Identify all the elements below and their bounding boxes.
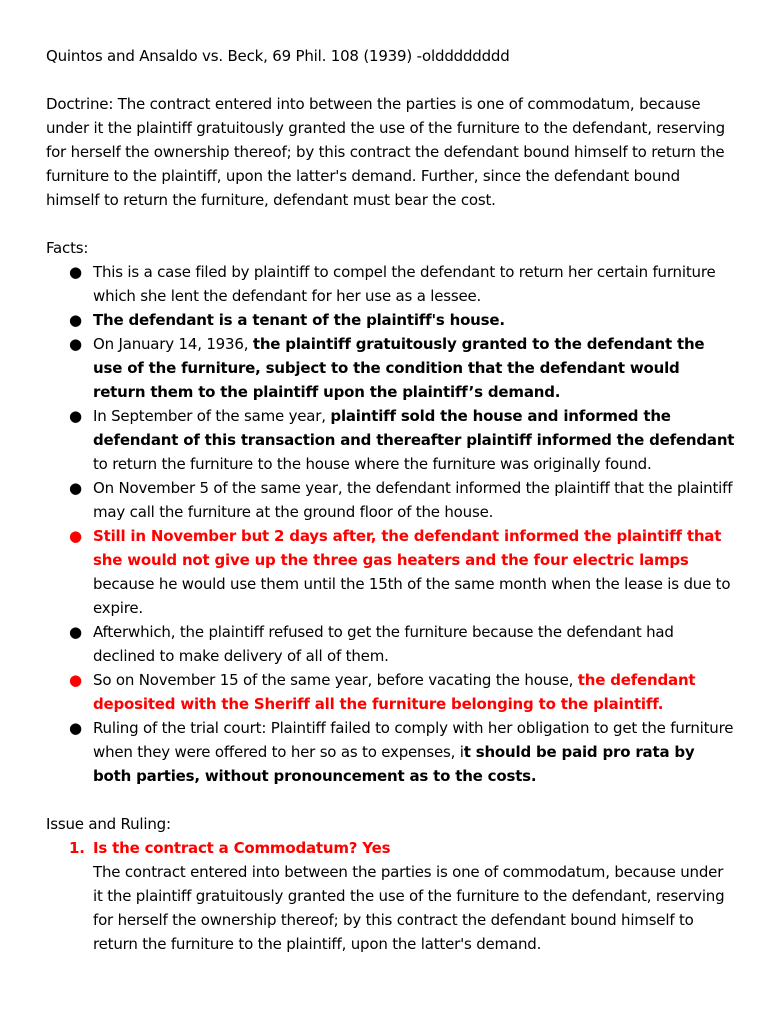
fact-text-segment: t should be paid pro rata by both parties, without pronouncement as to the costs. xyxy=(93,743,695,785)
issue-item xyxy=(46,836,736,956)
issue-question: Is the contract a Commodatum? Yes xyxy=(93,839,391,857)
issue-number: 1. xyxy=(69,839,85,857)
fact-text-segment: This is a case filed by plaintiff to compel the defendant to return her certain furniture which she lent the defendant for her use as a lessee. xyxy=(93,263,716,305)
fact-item xyxy=(46,404,736,476)
fact-item xyxy=(46,668,736,716)
fact-text-segment: plaintiff sold the house and informed the defendant of this transaction and thereafter plaintiff informed the defendant xyxy=(93,407,735,449)
bullet-icon: ● xyxy=(69,335,82,353)
bullet-icon: ● xyxy=(69,719,82,737)
bullet-icon: ● xyxy=(69,623,82,641)
fact-text-segment: the defendant deposited with the Sheriff all the furniture belonging to the plaintiff. xyxy=(93,671,696,713)
fact-text-segment: the plaintiff gratuitously granted to the defendant the use of the furniture, subject to the condition that the defendant would return them to the plaintiff upon the plaintiff’s demand. xyxy=(93,335,705,401)
spacer xyxy=(46,68,736,92)
spacer xyxy=(46,788,736,812)
bullet-icon: ● xyxy=(69,263,82,281)
bullet-icon: ● xyxy=(69,671,82,689)
issue-answer: The contract entered into between the parties is one of commodatum, because under it the plaintiff gratuitously granted the use of the furniture to the defendant, reserving for herself the ownership thereof; by this contract the defendant bound himself to return the furniture to the plaintiff, upon the latter's demand. xyxy=(93,863,725,953)
facts-heading: Facts: xyxy=(46,239,89,257)
issue-heading: Issue and Ruling: xyxy=(46,815,171,833)
fact-text-segment: Afterwhich, the plaintiff refused to get the furniture because the defendant had declined to make delivery of all of them. xyxy=(93,623,674,665)
fact-text-segment: In September of the same year, xyxy=(93,407,331,425)
bullet-icon: ● xyxy=(69,527,82,545)
fact-item xyxy=(46,260,736,308)
fact-text-segment: Ruling of the trial court: Plaintiff failed to comply with her obligation to get the furniture when they were offered to her so as to expenses, i xyxy=(93,719,734,761)
fact-item xyxy=(46,332,736,404)
document-page xyxy=(46,44,736,956)
doctrine-paragraph: Doctrine: The contract entered into between the parties is one of commodatum, because under it the plaintiff gratuitously granted the use of the furniture to the defendant, reserving for herself the ownership thereof; by this contract the defendant bound himself to return the furniture to the plaintiff, upon the latter's demand. Further, since the defendant bound himself to return the furniture, defendant must bear the cost. xyxy=(46,95,725,209)
bullet-icon: ● xyxy=(69,479,82,497)
bullet-icon: ● xyxy=(69,407,82,425)
issues-list xyxy=(46,836,736,956)
fact-text-segment: Still in November but 2 days after, the defendant informed the plaintiff that she would not give up the three gas heaters and the four electric lamps xyxy=(93,527,722,569)
facts-list xyxy=(46,260,736,788)
spacer xyxy=(46,212,736,236)
fact-item xyxy=(46,716,736,788)
fact-text-segment: On November 5 of the same year, the defendant informed the plaintiff that the plaintiff may call the furniture at the ground floor of the house. xyxy=(93,479,733,521)
fact-text-segment: On January 14, 1936, xyxy=(93,335,253,353)
bullet-icon: ● xyxy=(69,311,82,329)
fact-item xyxy=(46,620,736,668)
fact-text-segment: to return the furniture to the house where the furniture was originally found. xyxy=(93,455,652,473)
case-title: Quintos and Ansaldo vs. Beck, 69 Phil. 108 (1939) -oldddddddd xyxy=(46,47,510,65)
fact-item xyxy=(46,524,736,620)
fact-text-segment: So on November 15 of the same year, before vacating the house, xyxy=(93,671,578,689)
fact-text-segment: The defendant is a tenant of the plaintiff's house. xyxy=(93,311,505,329)
fact-item xyxy=(46,308,736,332)
fact-text-segment: because he would use them until the 15th of the same month when the lease is due to expire. xyxy=(93,575,731,617)
fact-item xyxy=(46,476,736,524)
